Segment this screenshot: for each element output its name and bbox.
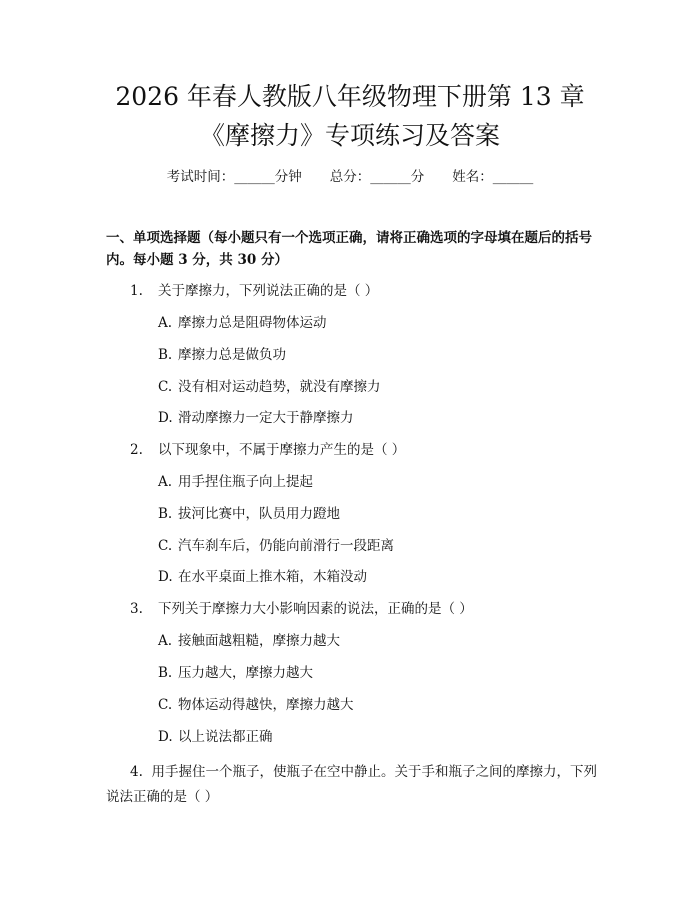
answer-option [158,726,273,748]
option-text: 在水平桌面上推木箱，木箱没动 [178,569,367,585]
question-number: 1. [130,283,143,299]
option-letter: C. [158,379,173,395]
question-text: 用手握住一个瓶子，使瓶子在空中静止。关于手和瓶子之间的摩擦力，下列说法正确的是（ ） [106,764,597,805]
question-text: 以下现象中，不属于摩擦力产生的是（ ） [158,442,406,458]
option-text: 以上说法都正确 [178,729,273,745]
question-number: 3. [130,601,143,617]
answer-option [158,503,340,525]
answer-option [158,471,313,493]
option-text: 摩擦力总是做负功 [178,347,286,363]
option-letter: B. [158,347,173,363]
option-letter: B. [158,665,173,681]
total-score-field: 总分：______分 [329,169,425,185]
answer-option [158,630,340,652]
option-letter: C. [158,697,173,713]
option-letter: B. [158,506,173,522]
option-text: 滑动摩擦力一定大于静摩擦力 [178,410,354,426]
option-text: 摩擦力总是阻碍物体运动 [178,315,327,331]
question-number: 4. [130,764,143,780]
question-stem [130,280,378,302]
document-title-line2: 《摩擦力》专项练习及答案 [199,121,500,150]
option-text: 没有相对运动趋势，就没有摩擦力 [178,379,381,395]
question-text: 下列关于摩擦力大小影响因素的说法，正确的是（ ） [158,601,473,617]
answer-option [158,407,354,429]
question-stem [130,439,405,461]
option-letter: D. [158,729,173,745]
option-text: 拔河比赛中，队员用力蹬地 [178,506,340,522]
question-text: 关于摩擦力，下列说法正确的是（ ） [158,283,379,299]
option-text: 压力越大，摩擦力越大 [178,665,313,681]
option-letter: A. [158,315,173,331]
option-text: 汽车刹车后，仍能向前滑行一段距离 [178,538,394,554]
option-text: 用手捏住瓶子向上提起 [178,474,313,490]
question-stem [130,598,473,620]
answer-option [158,566,367,588]
exam-time-field: 考试时间：______分钟 [166,169,302,185]
answer-option [158,376,381,398]
question-number: 2. [130,442,143,458]
option-letter: C. [158,538,173,554]
document-title-line1: 2026 年春人教版八年级物理下册第 13 章 [115,82,585,111]
question-stem [106,760,598,810]
exam-info-line [0,167,700,187]
option-text: 物体运动得越快，摩擦力越大 [178,697,354,713]
student-name-field: 姓名：______ [452,169,534,185]
option-text: 接触面越粗糙，摩擦力越大 [178,633,340,649]
answer-option [158,535,394,557]
option-letter: A. [158,633,173,649]
answer-option [158,312,327,334]
answer-option [158,344,286,366]
option-letter: D. [158,569,173,585]
answer-option [158,662,313,684]
section-heading: 一、单项选择题（每小题只有一个选项正确，请将正确选项的字母填在题后的括号内。每小题 3 分，共 30 分） [106,230,592,268]
answer-option [158,694,354,716]
option-letter: D. [158,410,173,426]
option-letter: A. [158,474,173,490]
